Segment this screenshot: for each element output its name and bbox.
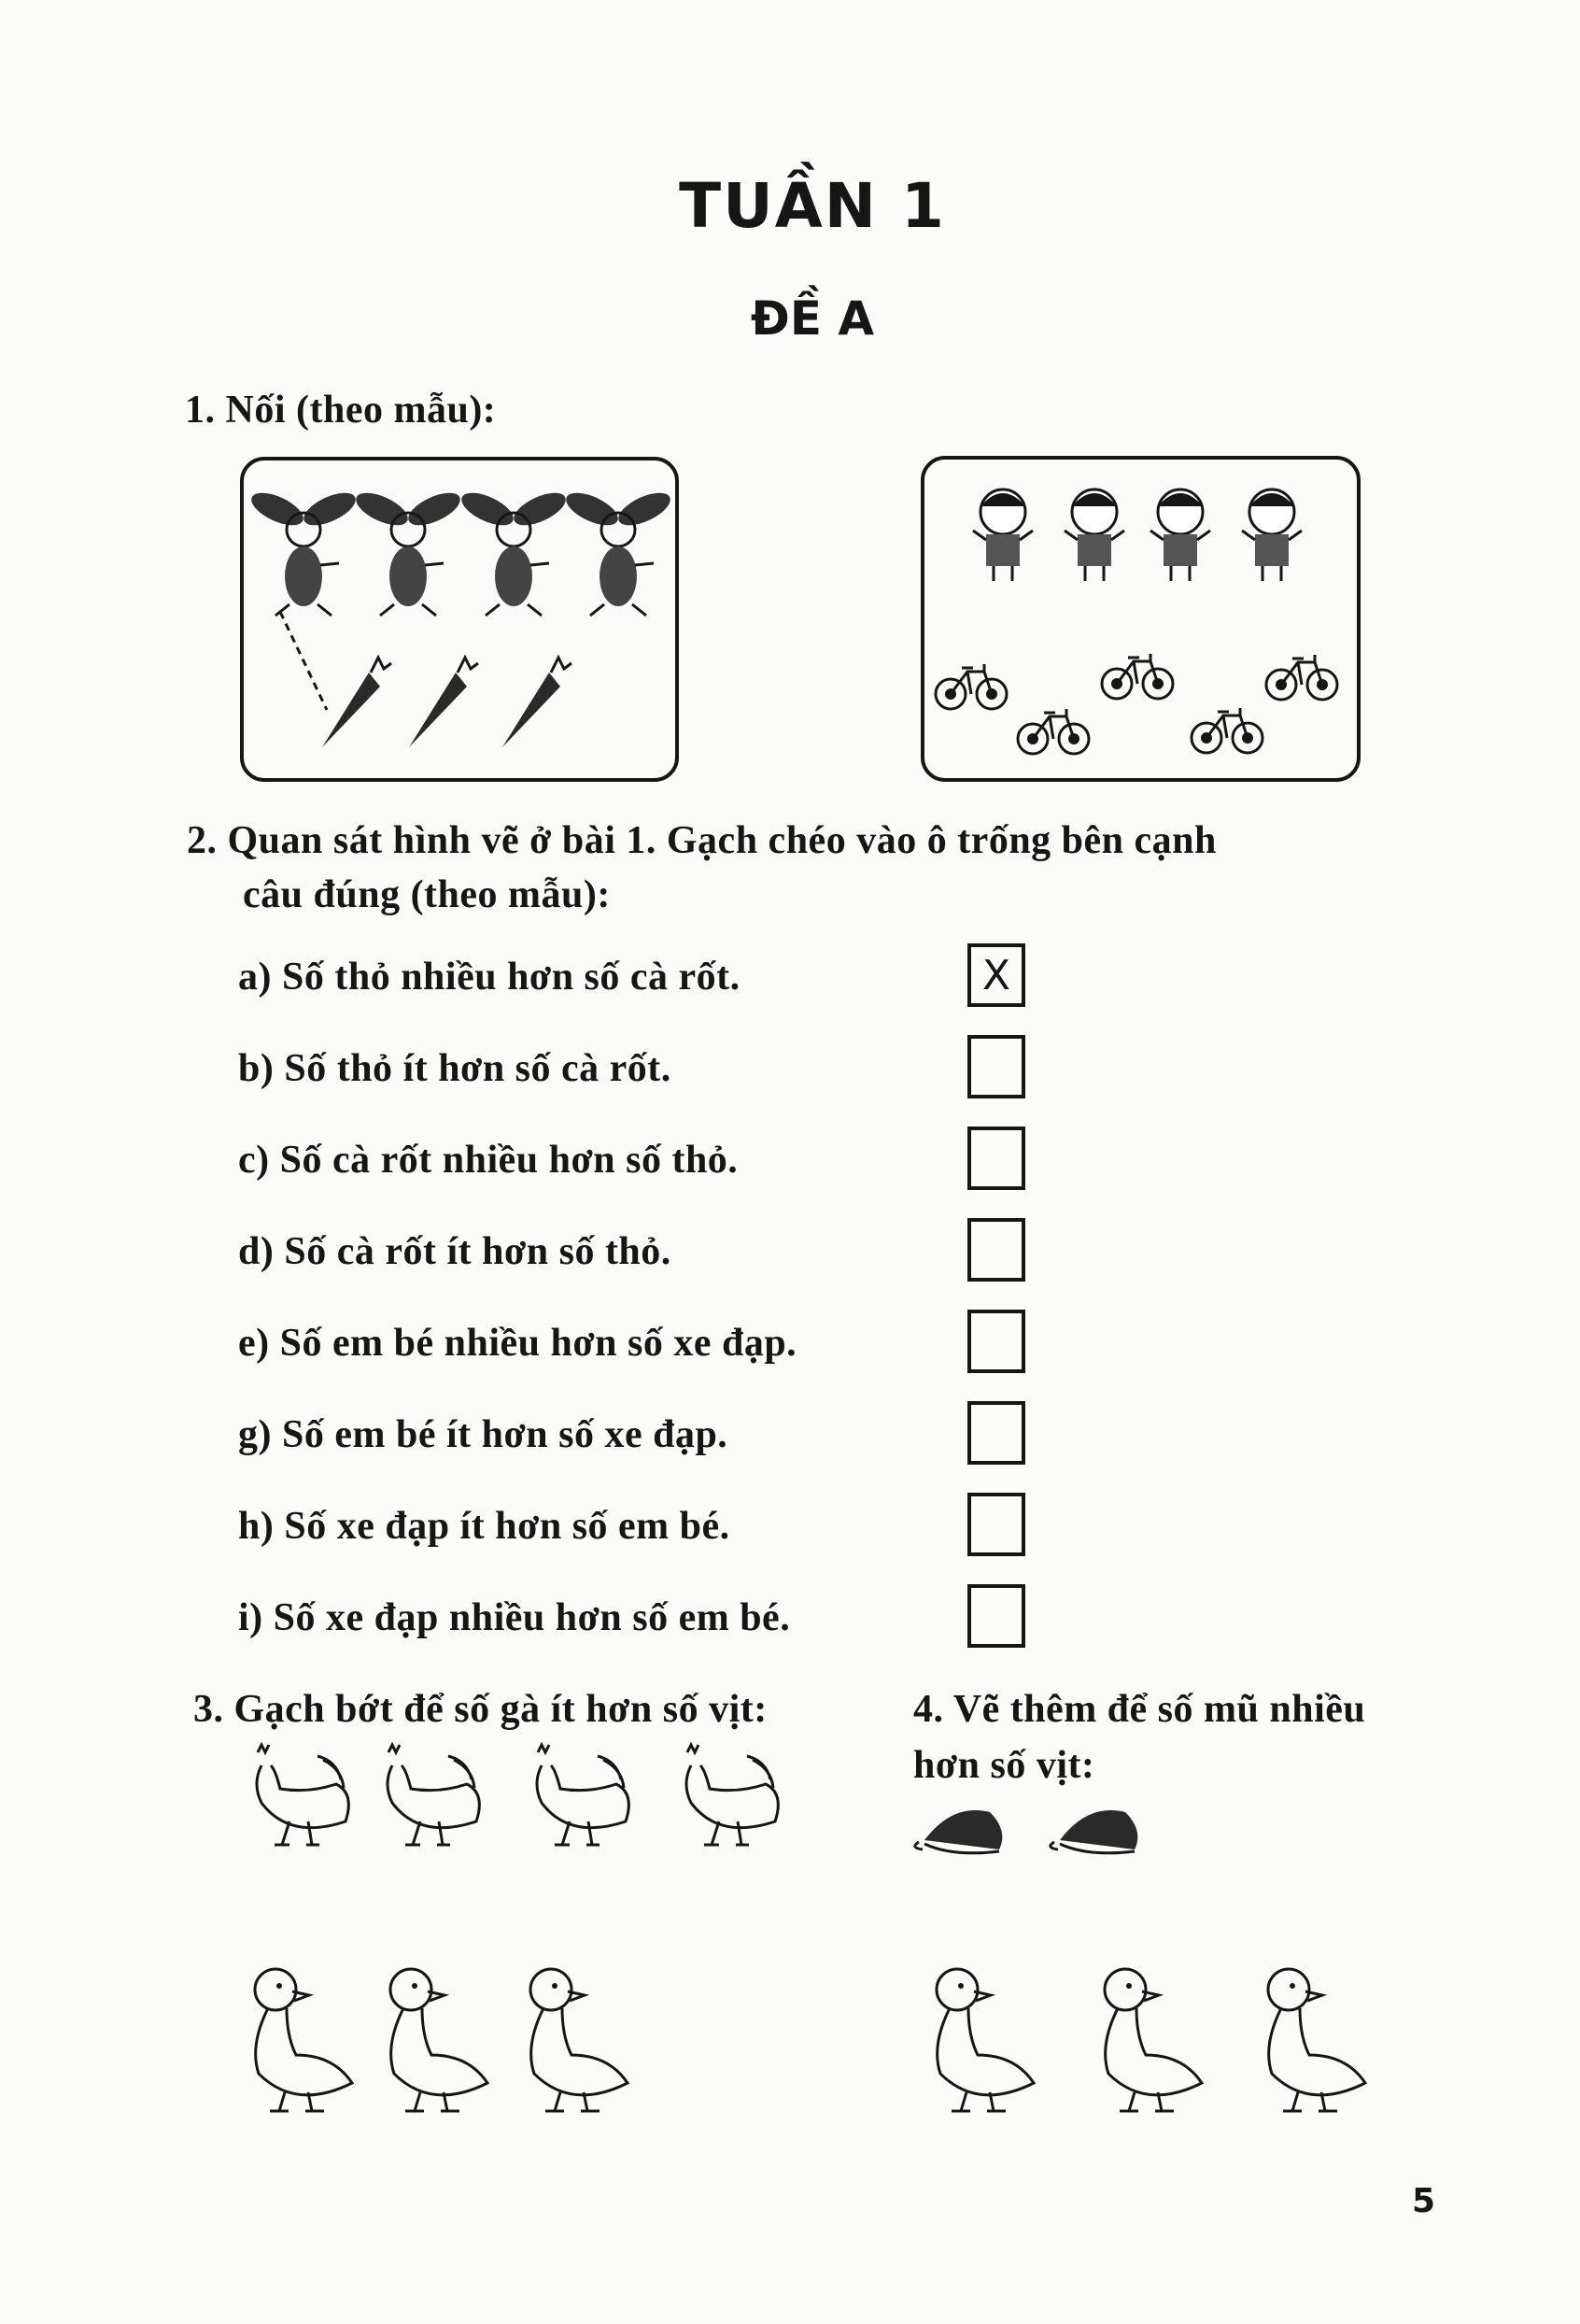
- statement-3: d) Số cà rốt ít hơn số thỏ.: [238, 1230, 671, 1273]
- duck-icon: [1105, 1969, 1202, 2111]
- chicken-icon: [537, 1745, 628, 1845]
- cap-icon: [1051, 1810, 1138, 1853]
- statement-7: i) Số xe đạp nhiều hơn số em bé.: [238, 1596, 791, 1639]
- exercise-4-prompt-line1: 4. Vẽ thêm để số mũ nhiều: [913, 1688, 1366, 1731]
- page-title: TUẦN 1: [679, 170, 946, 242]
- page-subtitle: ĐỀ A: [750, 291, 875, 346]
- answer-checkbox[interactable]: X: [967, 943, 1025, 1007]
- exercise-2-prompt-line2: câu đúng (theo mẫu):: [243, 873, 611, 916]
- chicken-icon: [388, 1745, 479, 1845]
- duck-icon: [390, 1969, 487, 2111]
- cap-icon: [915, 1810, 1003, 1853]
- duck-icon: [255, 1969, 352, 2111]
- exercise-1-prompt: 1. Nối (theo mẫu):: [185, 389, 497, 432]
- duck-icon: [937, 1969, 1034, 2111]
- chicken-icon: [257, 1745, 348, 1845]
- statement-4: e) Số em bé nhiều hơn số xe đạp.: [238, 1322, 797, 1365]
- statement-2: c) Số cà rốt nhiều hơn số thỏ.: [238, 1139, 739, 1182]
- duck-icon: [530, 1969, 628, 2111]
- statement-5: g) Số em bé ít hơn số xe đạp.: [238, 1413, 728, 1456]
- statement-1: b) Số thỏ ít hơn số cà rốt.: [238, 1047, 671, 1090]
- statement-0: a) Số thỏ nhiều hơn số cà rốt.: [238, 956, 741, 999]
- chicken-icon: [686, 1745, 778, 1845]
- exercise-4-prompt-line2: hơn số vịt:: [913, 1744, 1095, 1787]
- statement-6: h) Số xe đạp ít hơn số em bé.: [238, 1505, 730, 1548]
- exercise-2-prompt-line1: 2. Quan sát hình vẽ ở bài 1. Gạch chéo vào ô trống bên cạnh: [187, 819, 1217, 862]
- exercise-3-prompt: 3. Gạch bớt để số gà ít hơn số vịt:: [193, 1688, 768, 1731]
- duck-icon: [1268, 1969, 1365, 2111]
- page-number: 5: [1412, 2182, 1436, 2220]
